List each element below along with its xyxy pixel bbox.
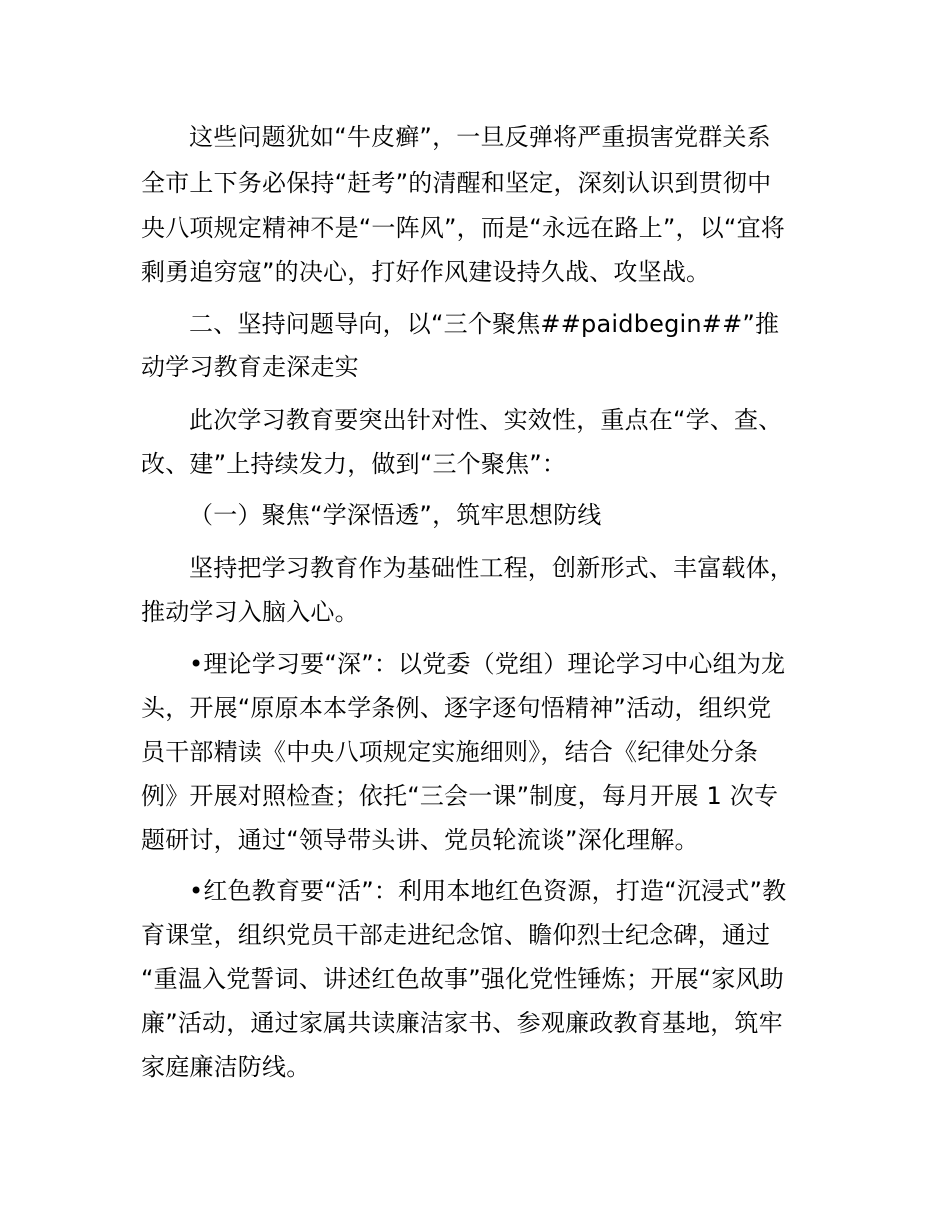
- paragraph-line: 员干部精读《中央八项规定实施细则》，结合《纪律处分条: [141, 738, 759, 766]
- paragraph-line: 坚持把学习教育作为基础性工程，创新形式、丰富载体，: [189, 554, 794, 582]
- bullet-paragraph-line: •红色教育要“活”：利用本地红色资源，打造“沉浸式”教: [189, 877, 787, 905]
- paragraph-line: 央八项规定精神不是“一阵风”，而是“永远在路上”，以“宜将: [141, 214, 785, 242]
- paragraph-line: 全市上下务必保持“赶考”的清醒和坚定，深刻认识到贯彻中: [141, 169, 772, 197]
- paragraph-line: 头，开展“原原本本学条例、逐字逐句悟精神”活动，组织党: [141, 694, 772, 722]
- paragraph-line: 廉”活动，通过家属共读廉洁家书、参观廉政教育基地，筑牢: [141, 1009, 783, 1037]
- section-heading-line: 动学习教育走深走实: [141, 353, 359, 381]
- paragraph-line: 这些问题犹如“牛皮癣”，一旦反弹将严重损害党群关系: [189, 123, 771, 151]
- paragraph-line: 家庭廉洁防线。: [141, 1053, 311, 1081]
- bullet-paragraph-line: •理论学习要“深”：以党委（党组）理论学习中心组为龙: [189, 650, 786, 678]
- paragraph-line: 改、建”上持续发力，做到“三个聚焦”：: [141, 450, 567, 478]
- section-heading-line: 二、坚持问题导向，以“三个聚焦##paidbegin##”推: [189, 310, 780, 338]
- paragraph-line: “重温入党誓词、讲述红色故事”强化党性锤炼；开展“家风助: [141, 965, 784, 993]
- paragraph-line: 此次学习教育要突出针对性、实效性，重点在“学、查、: [189, 406, 783, 434]
- paragraph-line: 育课堂，组织党员干部走进纪念馆、瞻仰烈士纪念碑，通过: [141, 921, 771, 949]
- paragraph-line: 例》开展对照检查；依托“三会一课”制度，每月开展 1 次专: [141, 782, 779, 810]
- subsection-heading: （一）聚焦“学深悟透”，筑牢思想防线: [189, 501, 602, 529]
- paragraph-line: 题研讨，通过“领导带头讲、党员轮流谈”深化理解。: [141, 826, 699, 854]
- paragraph-line: 推动学习入脑入心。: [141, 598, 359, 626]
- paragraph-line: 剩勇追穷寇”的决心，打好作风建设持久战、攻坚战。: [141, 258, 711, 286]
